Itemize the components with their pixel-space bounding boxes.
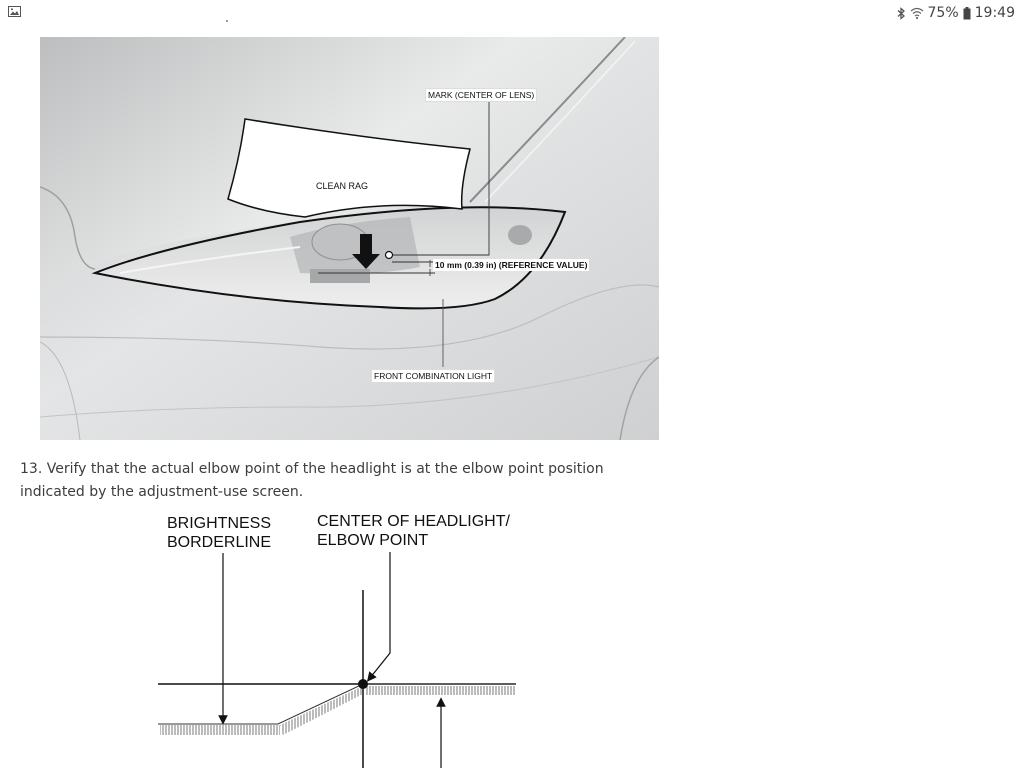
wifi-icon [910, 7, 924, 20]
step-13-text: 13. Verify that the actual elbow point of the headlight is at the elbow point position indicated by the adjustment-use screen. [20, 461, 604, 500]
status-right [897, 3, 1015, 23]
center-of-headlight-label-line1: CENTER OF HEADLIGHT/ [317, 513, 510, 530]
clean-rag-label: CLEAN RAG [316, 181, 369, 191]
battery-icon [963, 7, 971, 20]
front-combination-light-label: FRONT COMBINATION LIGHT [371, 369, 495, 383]
image-icon [8, 6, 21, 17]
bluetooth-icon [897, 7, 906, 20]
elbow-point-label-line2: ELBOW POINT [317, 532, 429, 549]
clock: 19:49 [974, 5, 1015, 21]
brightness-borderline-label-line1: BRIGHTNESS [167, 515, 272, 532]
mark-center-of-lens-label: MARK (CENTER OF LENS) [425, 88, 537, 102]
brightness-borderline-label-line2: BORDERLINE [167, 534, 272, 551]
reference-value-label: 10 mm (0.39 in) (REFERENCE VALUE) [435, 260, 588, 270]
status-bar [0, 0, 1024, 26]
headlight-figure [40, 37, 659, 440]
status-dot [226, 20, 228, 22]
battery-percent: 75% [927, 5, 959, 21]
elbow-point-diagram [150, 508, 530, 768]
